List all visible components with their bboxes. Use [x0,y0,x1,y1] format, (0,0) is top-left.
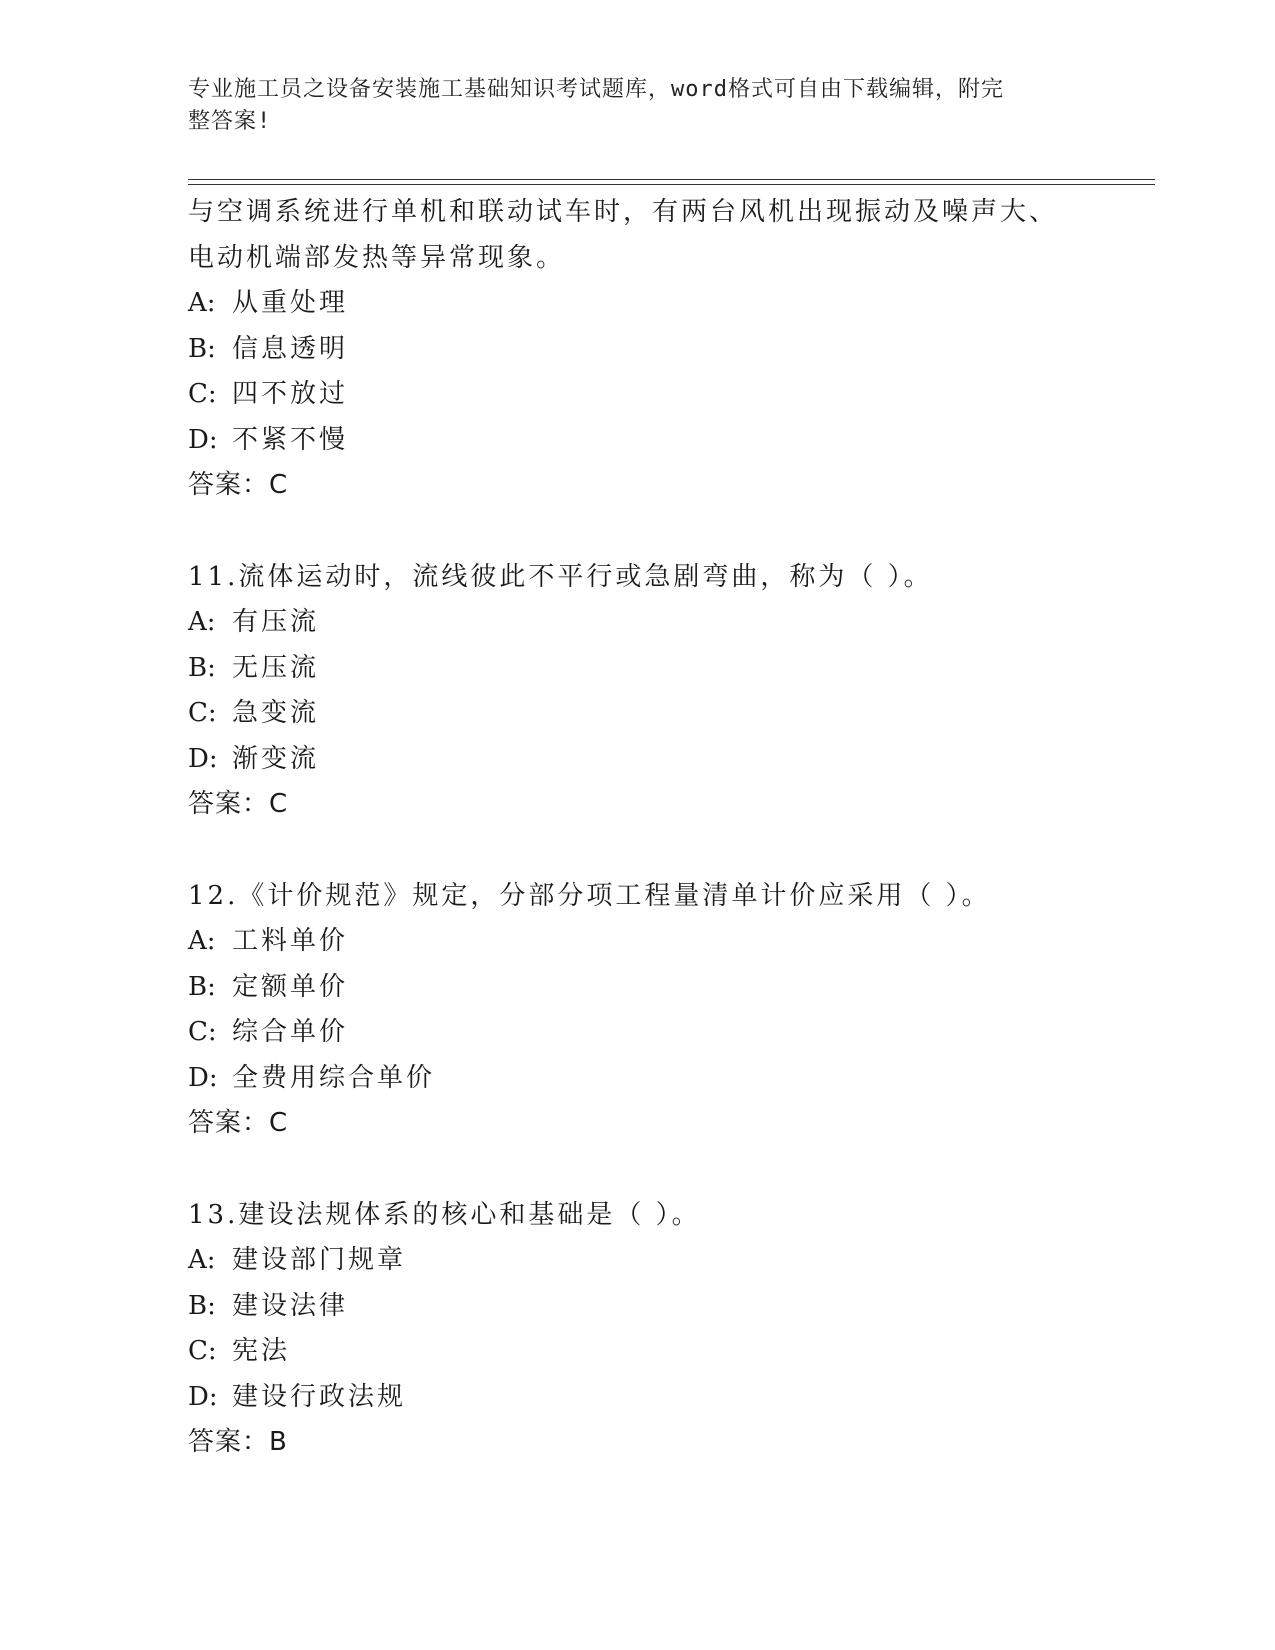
option-letter: A: [188,1245,216,1275]
option-letter: B: [188,333,216,364]
option-b [188,1284,1088,1330]
option-a [188,919,1088,965]
answer-line: 答案：B [188,1427,288,1457]
option-text: 四不放过 [232,379,349,409]
option-a [188,281,1088,327]
option-text: 不紧不慢 [232,424,349,455]
question-stem: 12.《计价规范》规定，分部分项工程量清单计价应采用（ ）。 [188,880,991,911]
question-gap [188,828,1088,874]
header-line-1: 专业施工员之设备安装施工基础知识考试题库，word格式可自由下载编辑，附完 [188,77,1004,102]
option-d [188,418,1088,464]
option-c [188,1010,1088,1056]
header-divider-top [188,179,1155,180]
option-text: 信息透明 [232,333,349,364]
option-letter: A: [188,288,216,318]
option-b [188,646,1088,692]
option-d [188,737,1088,783]
option-letter: A: [188,926,216,956]
option-text: 建设法律 [232,1290,349,1321]
option-text: 急变流 [232,698,320,728]
option-a [188,1238,1088,1284]
question-stem: 13.建设法规体系的核心和基础是（ ）。 [188,1199,701,1230]
question-11 [188,555,1088,828]
question-stem-line: 电动机端部发热等异常现象。 [188,242,566,273]
option-d [188,1375,1088,1421]
option-letter: B: [188,971,216,1002]
option-text: 全费用综合单价 [232,1062,436,1093]
option-letter: C: [188,379,217,409]
question-12 [188,874,1088,1147]
option-letter: D: [188,1381,218,1412]
option-text: 宪法 [232,1336,291,1366]
option-letter: B: [188,652,216,683]
answer-line: 答案：C [188,1108,289,1138]
option-letter: D: [188,1062,218,1093]
question-stem-line: 与空调系统进行单机和联动试车时，有两台风机出现振动及噪声大、 [188,197,1059,227]
option-text: 综合单价 [232,1017,349,1047]
question-gap [188,1147,1088,1193]
option-text: 从重处理 [232,288,349,318]
answer-line: 答案：C [188,789,289,819]
option-letter: B: [188,1290,216,1321]
option-a [188,600,1088,646]
option-b [188,965,1088,1011]
option-text: 无压流 [232,652,320,683]
option-letter: C: [188,1017,217,1047]
question-13 [188,1193,1088,1466]
option-letter: D: [188,743,218,774]
option-text: 工料单价 [232,926,349,956]
question-stem: 11.流体运动时，流线彼此不平行或急剧弯曲，称为（ ）。 [188,561,933,592]
option-letter: C: [188,698,217,728]
option-c [188,691,1088,737]
option-text: 定额单价 [232,971,349,1002]
option-letter: A: [188,607,216,637]
option-c [188,1329,1088,1375]
option-c [188,372,1088,418]
option-b [188,327,1088,373]
option-text: 渐变流 [232,743,320,774]
option-text: 建设行政法规 [232,1381,407,1412]
option-d [188,1056,1088,1102]
header-line-2: 整答案! [188,109,272,134]
question-10 [188,190,1088,509]
header-divider-bottom [188,184,1155,185]
document-header [188,74,1068,138]
question-gap [188,509,1088,555]
option-text: 建设部门规章 [232,1245,407,1275]
question-list [188,190,1088,1466]
answer-line: 答案：C [188,470,289,500]
option-text: 有压流 [232,607,320,637]
option-letter: D: [188,424,218,455]
option-letter: C: [188,1336,217,1366]
